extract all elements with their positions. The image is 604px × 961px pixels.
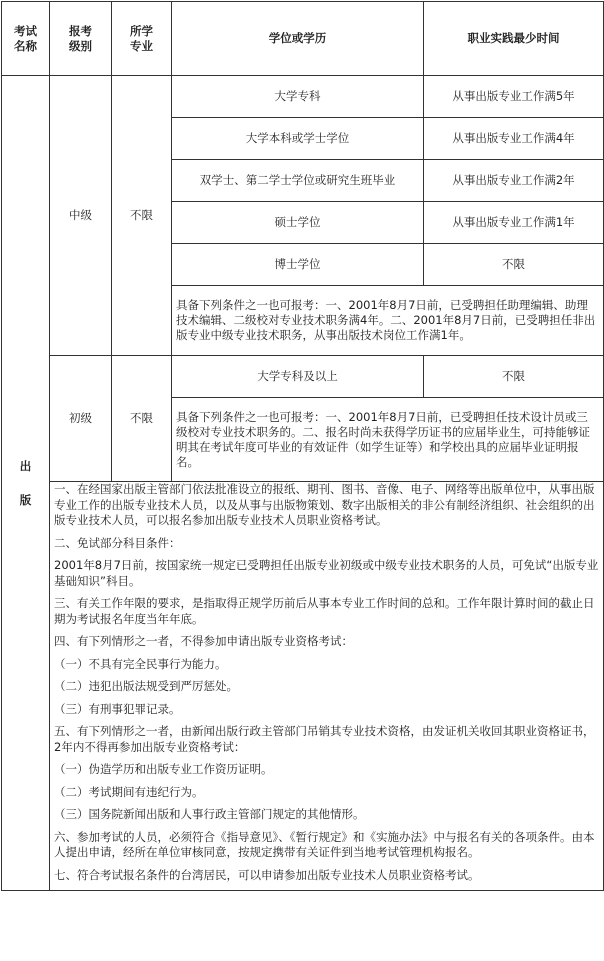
header-degree: 学位或学历: [172, 2, 424, 76]
note-paragraph: （一）不具有完全民事行为能力。: [54, 656, 227, 671]
intermediate-level: 中级: [50, 76, 112, 356]
practice-time-cell: 从事出版专业工作满2年: [424, 160, 604, 202]
note-paragraph: 三、有关工作年限的要求，是指取得正规学历前后从事本专业工作时间的总和。工作年限计算时间的截止日期为考试报名年度当年年底。: [54, 596, 595, 626]
note-paragraph: 2001年8月7日前，按国家统一规定已受聘担任出版专业初级或中级专业技术职务的人员，可免试“出版专业基础知识”科目。: [54, 558, 599, 588]
note-paragraph: （二）考试期间有违纪行为。: [54, 784, 204, 799]
exam-requirements-table: [1, 1, 604, 891]
note-paragraph: （三）国务院新闻出版和人事行政主管部门规定的其他情形。: [54, 807, 365, 821]
table-row: [2, 356, 604, 398]
junior-major: 不限: [112, 356, 172, 482]
note-paragraph: （二）违犯出版法规受到严厉惩处。: [54, 679, 238, 693]
junior-condition: 具备下列条件之一也可报考：一、2001年8月7日前，已受聘担任技术设计员或三级校对专业技术职务的。二、报名时尚未获得学历证书的应届毕业生，可持能够证明其在考试年度可毕业的有效证件（如学生证等）和学校出具的应届毕业证明报名。: [172, 398, 604, 482]
notes-row: [2, 482, 604, 891]
header-level: 报考 级别: [50, 2, 112, 76]
exam-name-char: 版: [19, 493, 32, 507]
note-paragraph: 七、符合考试报名条件的台湾居民，可以申请参加出版专业技术人员职业资格考试。: [54, 867, 480, 882]
degree-cell: 大学专科及以上: [172, 356, 424, 398]
note-paragraph: （三）有刑事犯罪记录。: [54, 701, 181, 716]
header-row: [2, 2, 604, 76]
exam-name-char: 出: [19, 459, 32, 473]
practice-time-cell: 不限: [424, 356, 604, 398]
note-paragraph: 五、有下列情形之一者，由新闻出版行政主管部门吊销其专业技术资格，由发证机关收回其职业资格证书，2年内不得再参加出版专业资格考试：: [54, 724, 595, 754]
note-paragraph: 二、免试部分科目条件：: [54, 535, 181, 550]
note-paragraph: （一）伪造学历和出版专业工作资历证明。: [54, 762, 273, 776]
practice-time-cell: 从事出版专业工作满4年: [424, 118, 604, 160]
degree-cell: 大学本科或学士学位: [172, 118, 424, 160]
exam-name-cell: [2, 76, 50, 891]
header-exam-name: 考试 名称: [2, 2, 50, 76]
intermediate-major: 不限: [112, 76, 172, 356]
practice-time-cell: 从事出版专业工作满5年: [424, 76, 604, 118]
practice-time-cell: 从事出版专业工作满1年: [424, 202, 604, 244]
table-row: [2, 76, 604, 118]
intermediate-condition: 具备下列条件之一也可报考：一、2001年8月7日前，已受聘担任助理编辑、助理技术编辑、二级校对专业技术职务满4年。二、2001年8月7日前，已受聘担任非出版专业中级专业技术职务，从事出版技术岗位工作满1年。: [172, 286, 604, 356]
junior-level: 初级: [50, 356, 112, 482]
practice-time-cell: 不限: [424, 244, 604, 286]
note-paragraph: 六、参加考试的人员，必须符合《指导意见》、《暂行规定》和《实施办法》中与报名有关的各项条件。由本人提出申请，经所在单位审核同意，按规定携带有关证件到当地考试管理机构报名。: [54, 829, 595, 859]
header-practice-time: 职业实践最少时间: [424, 2, 604, 76]
notes-cell: [50, 482, 604, 891]
degree-cell: 大学专科: [172, 76, 424, 118]
degree-cell: 博士学位: [172, 244, 424, 286]
note-paragraph: 一、在经国家出版主管部门依法批准设立的报纸、期刊、图书、音像、电子、网络等出版单位中，从事出版专业工作的出版专业技术人员，以及从事与出版物策划、数字出版相关的非公有制经济组织、社会组织的出版专业技术人员，可以报名参加出版专业技术人员职业资格考试。: [54, 482, 595, 527]
header-major: 所学 专业: [112, 2, 172, 76]
degree-cell: 硕士学位: [172, 202, 424, 244]
note-paragraph: 四、有下列情形之一者，不得参加申请出版专业资格考试：: [54, 634, 353, 648]
degree-cell: 双学士、第二学士学位或研究生班毕业: [172, 160, 424, 202]
